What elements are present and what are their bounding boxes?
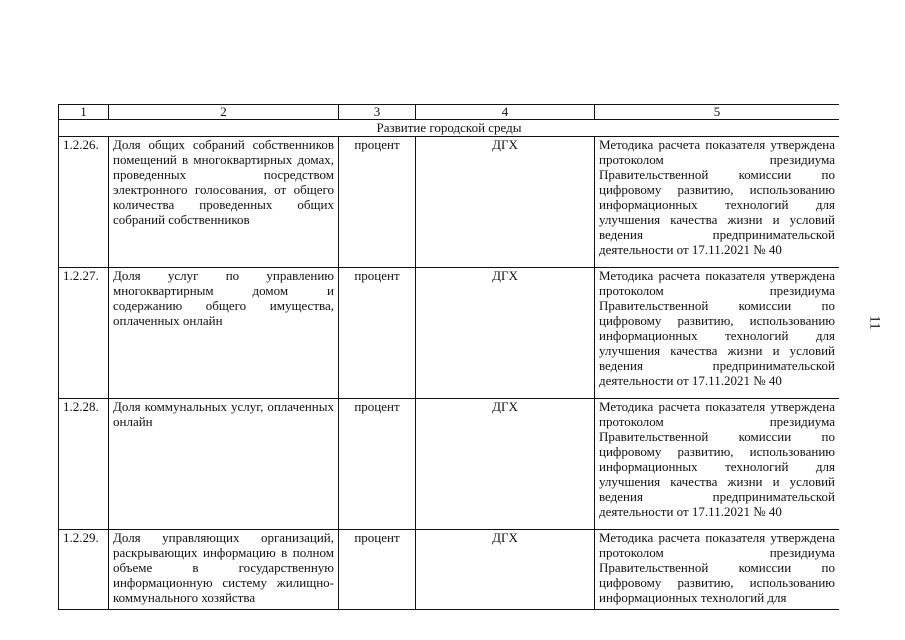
section-row: [59, 120, 840, 137]
indicator-name: Доля общих собраний собственников помещений в многоквартирных домах, проведенных посредством электронного голосования, от общего количества проведенных общих собраний собственников: [109, 137, 339, 268]
unit-cell: процент: [339, 137, 416, 268]
header-cell: 4: [416, 105, 595, 120]
methodology-note: Методика расчета показателя утверждена протоколом президиума Правительственной комиссии по цифровому развитию, использованию информационных технологий для: [595, 530, 840, 610]
table-row: [59, 137, 840, 268]
header-cell: 2: [109, 105, 339, 120]
indicator-name: Доля коммунальных услуг, оплаченных онлайн: [109, 399, 339, 530]
page-number: 11: [866, 315, 883, 330]
row-number: 1.2.26.: [59, 137, 109, 268]
header-cell: 1: [59, 105, 109, 120]
header-cell: 5: [595, 105, 840, 120]
unit-cell: процент: [339, 399, 416, 530]
owner-cell: ДГХ: [416, 137, 595, 268]
table-header-row: [59, 105, 840, 120]
header-cell: 3: [339, 105, 416, 120]
methodology-note: Методика расчета показателя утверждена протоколом президиума Правительственной комиссии по цифровому развитию, использованию информационных технологий для улучшения качества жизни и условий ведения предпринимательской деятельности от 17.11.2021 № 40: [595, 137, 840, 268]
unit-cell: процент: [339, 530, 416, 610]
indicator-name: Доля управляющих организаций, раскрывающих информацию в полном объеме в государственную информационную систему жилищно-коммунального хозяйства: [109, 530, 339, 610]
methodology-note: Методика расчета показателя утверждена протоколом президиума Правительственной комиссии по цифровому развитию, использованию информационных технологий для улучшения качества жизни и условий ведения предпринимательской деятельности от 17.11.2021 № 40: [595, 399, 840, 530]
owner-cell: ДГХ: [416, 399, 595, 530]
row-number: 1.2.28.: [59, 399, 109, 530]
owner-cell: ДГХ: [416, 530, 595, 610]
row-number: 1.2.27.: [59, 268, 109, 399]
table-row: [59, 268, 840, 399]
indicators-table: [58, 104, 839, 610]
unit-cell: процент: [339, 268, 416, 399]
table-row: [59, 530, 840, 610]
table-row: [59, 399, 840, 530]
row-number: 1.2.29.: [59, 530, 109, 610]
section-title: Развитие городской среды: [59, 120, 840, 137]
methodology-note: Методика расчета показателя утверждена протоколом президиума Правительственной комиссии по цифровому развитию, использованию информационных технологий для улучшения качества жизни и условий ведения предпринимательской деятельности от 17.11.2021 № 40: [595, 268, 840, 399]
indicator-name: Доля услуг по управлению многоквартирным домом и содержанию общего имущества, оплаченных онлайн: [109, 268, 339, 399]
owner-cell: ДГХ: [416, 268, 595, 399]
document-sheet: [58, 104, 839, 640]
